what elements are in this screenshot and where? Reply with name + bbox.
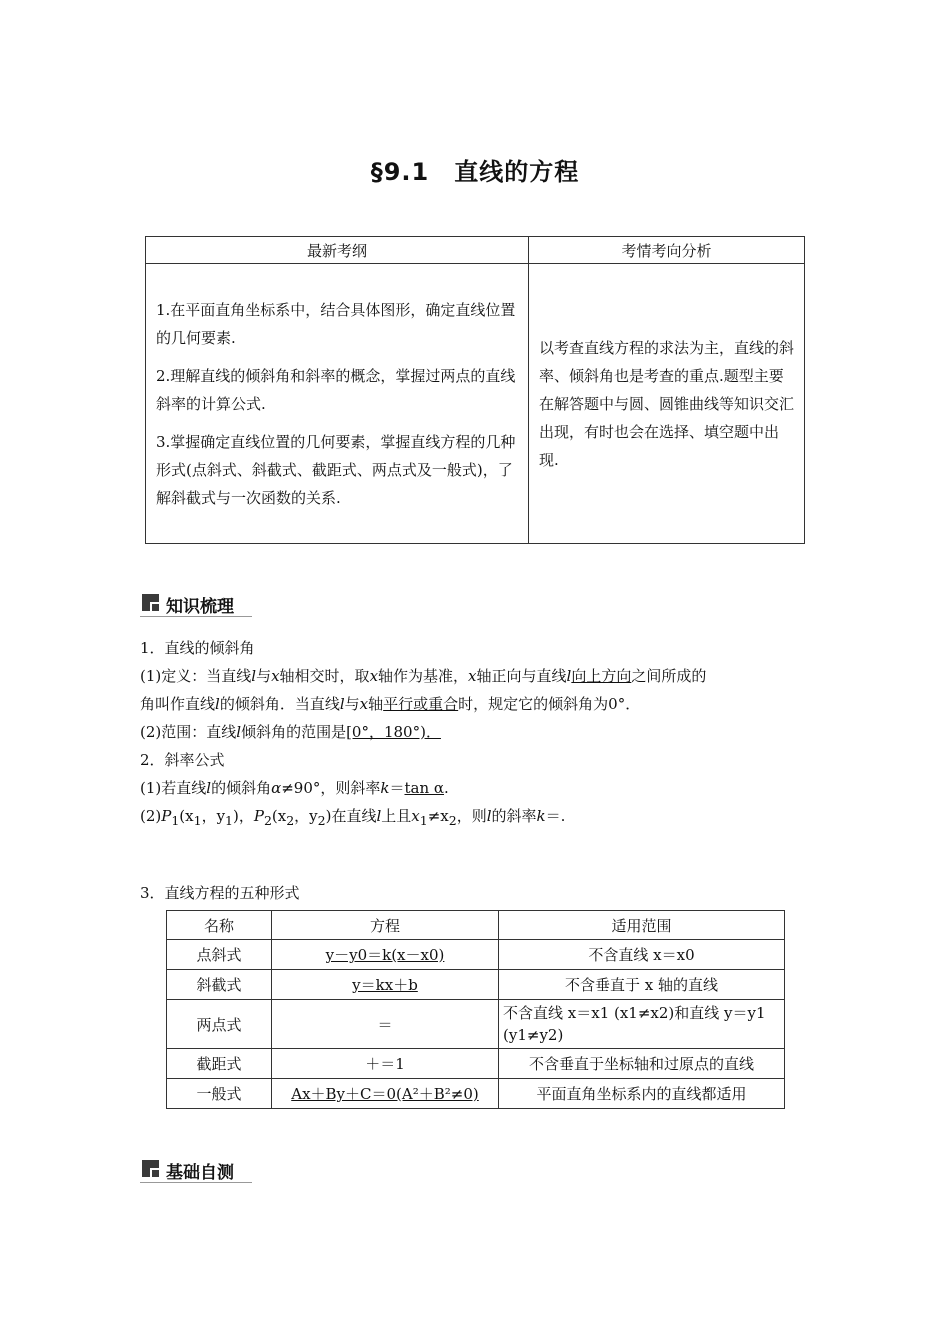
heading-inclination: 1．直线的倾斜角 [140, 639, 255, 657]
column-header: 适用范围 [499, 911, 785, 940]
section-label: 基础自测 [166, 1163, 234, 1183]
section-header-knowledge [140, 592, 252, 617]
table-row: 点斜式 y－y0＝k(x－x0) 不含直线 x＝x0 [167, 940, 785, 970]
section-header-self-test [140, 1158, 252, 1183]
range-line: (2)范围：直线l倾斜角的范围是[0°，180°)． [140, 723, 441, 741]
blank-answer: 平行或重合 [383, 695, 459, 713]
analysis-cell: 以考查直线方程的求法为主，直线的斜率、倾斜角也是考查的重点.题型主要在解答题中与圆、圆锥曲线等知识交汇出现，有时也会在选择、填空题中出现. [529, 264, 805, 544]
requirement-item: 3.掌握确定直线位置的几何要素，掌握直线方程的几种形式(点斜式、斜截式、截距式、两点式及一般式)，了解斜截式与一次函数的关系. [156, 432, 516, 507]
column-header: 名称 [167, 911, 272, 940]
page-title: §9.1 直线的方程 [370, 158, 580, 186]
definition-line-2: 角叫作直线l的倾斜角．当直线l与x轴平行或重合时，规定它的倾斜角为0°． [140, 695, 641, 713]
line-forms-table [166, 910, 785, 1109]
requirement-item: 1.在平面直角坐标系中，结合具体图形，确定直线位置的几何要素. [156, 300, 516, 347]
analysis-header: 考情考向分析 [529, 237, 805, 264]
table-row: 截距式 ＋＝1 不含垂直于坐标轴和过原点的直线 [167, 1049, 785, 1079]
blank-answer: [0°，180°)． [346, 723, 441, 741]
syllabus-cell [146, 264, 529, 544]
requirement-item: 2.理解直线的倾斜角和斜率的概念，掌握过两点的直线斜率的计算公式. [156, 366, 516, 413]
heading-forms: 3．直线方程的五种形式 [140, 884, 300, 902]
syllabus-table [145, 236, 805, 544]
heading-slope: 2．斜率公式 [140, 751, 225, 769]
table-row: 两点式 ＝ 不含直线 x＝x1 (x1≠x2)和直线 y＝y1 (y1≠y2) [167, 1000, 785, 1049]
table-row: 一般式 Ax＋By＋C＝0(A²＋B²≠0) 平面直角坐标系内的直线都适用 [167, 1079, 785, 1109]
table-row: 斜截式 y＝kx＋b 不含垂直于 x 轴的直线 [167, 970, 785, 1000]
blank-answer: tan α [404, 779, 445, 797]
slope-line-1: (1)若直线l的倾斜角α≠90°，则斜率k＝tan α. [140, 779, 449, 797]
blank-answer: 向上方向 [571, 667, 632, 685]
definition-line-1: (1)定义：当直线l与x轴相交时，取x轴作为基准，x轴正向与直线l向上方向之间所成的 [140, 667, 707, 685]
syllabus-header: 最新考纲 [146, 237, 529, 264]
slope-line-2: $(2)P_1(x_1$，$y_1$)，$P_2(x_2$，$y_2$)在直线l上且$x_1\ne x_2$，则l的斜率k＝. [140, 807, 566, 828]
section-label: 知识梳理 [166, 597, 234, 617]
column-header: 方程 [272, 911, 499, 940]
